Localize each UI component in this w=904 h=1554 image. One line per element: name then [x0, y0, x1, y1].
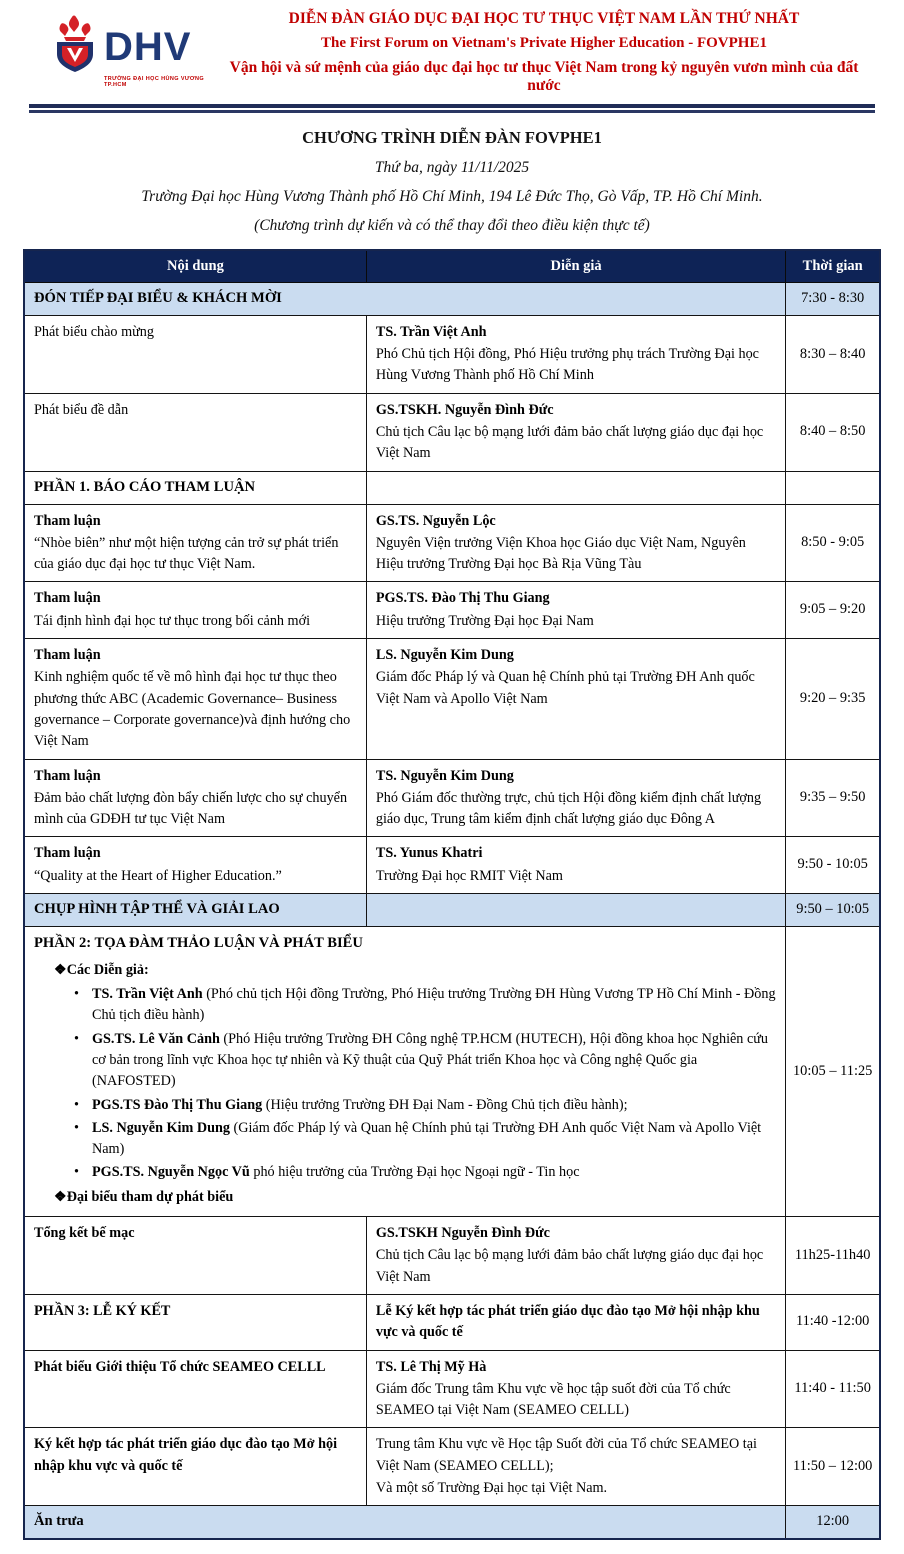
table-row: [24, 926, 880, 1216]
dhv-crest-icon: [52, 15, 98, 78]
event-venue: Trường Đại học Hùng Vương Thành phố Hồ Chí Minh, 194 Lê Đức Thọ, Gò Vấp, TP. Hồ Chí Minh.: [141, 188, 763, 205]
text-line: Nguyên Viện trưởng Viện Khoa học Giáo dục Việt Nam, Nguyên Hiệu trưởng Trường Đại học Bà Rịa Vũng Tàu: [375, 534, 746, 573]
time-cell: 9:05 – 9:20: [786, 582, 880, 639]
column-header-time: Thời gian: [786, 250, 880, 283]
text-line: GS.TS. Nguyễn Lộc: [375, 512, 496, 529]
text-line: Tham luận: [34, 512, 101, 529]
text-line: Đảm bảo chất lượng đòn bẩy chiến lược cho sự chuyển mình của GDĐH tư tục Việt Nam: [34, 789, 348, 828]
table-row: [24, 639, 880, 759]
banner-title-cell: CHỤP HÌNH TẬP THỂ VÀ GIẢI LAO: [24, 894, 366, 927]
content-cell: [24, 582, 366, 639]
text-line: TS. Lê Thị Mỹ Hà: [375, 1358, 487, 1375]
table-row: [24, 894, 880, 927]
speaker-cell: [366, 1428, 785, 1506]
content-cell: [24, 837, 366, 894]
content-cell: [24, 315, 366, 393]
time-cell: 10:05 – 11:25: [786, 926, 880, 1216]
text-line: [34, 984, 776, 1027]
time-cell: 11h25-11h40: [786, 1217, 880, 1295]
title-block: [0, 128, 904, 235]
time-cell: 11:40 -12:00: [786, 1294, 880, 1350]
table-row: [24, 1294, 880, 1350]
forum-slogan: Vận hội và sứ mệnh của giáo dục đại học tư thục Việt Nam trong kỷ nguyên vươn mình của đất nước: [229, 59, 859, 94]
panel-content-cell: [24, 926, 786, 1216]
speaker-cell: [366, 1350, 785, 1428]
speaker-cell: [366, 759, 785, 837]
text-line: Tham luận: [34, 845, 101, 862]
content-cell: [24, 1428, 366, 1506]
table-row: [24, 1350, 880, 1428]
bullet-text: GS.TS. Lê Văn Cảnh (Phó Hiệu trưởng Trường ĐH Công nghệ TP.HCM (HUTECH), Hội đồng khoa học Nghiên cứu cơ bản trong lĩnh vực Khoa học tự nhiên và Kỹ thuật của Quỹ Phát triển Khoa học và Công nghệ Quốc gia (NAFOSTED): [92, 1030, 769, 1090]
table-row: [24, 837, 880, 894]
banner-title-cell: Ăn trưa: [24, 1506, 786, 1539]
text-line: Chủ tịch Câu lạc bộ mạng lưới đảm bảo chất lượng giáo dục đại học Việt Nam: [375, 424, 764, 462]
bullet-icon: •: [74, 1096, 79, 1113]
bullet-icon: •: [74, 1030, 79, 1047]
text-line: TS. Trần Việt Anh: [375, 323, 487, 340]
text-line: [34, 1118, 776, 1161]
bullet-icon: •: [74, 1164, 79, 1181]
column-header-speaker: Diễn giả: [366, 250, 785, 283]
bullet-text: TS. Trần Việt Anh (Phó chủ tịch Hội đồng Trường, Phó Hiệu trưởng Trường ĐH Hùng Vương TP Hồ Chí Minh - Đồng Chủ tịch điều hành): [92, 986, 776, 1024]
banner-empty-cell: [366, 894, 785, 927]
table-row: [24, 759, 880, 837]
time-cell: 8:50 - 9:05: [786, 504, 880, 582]
text-line: Phát biểu đề dẫn: [34, 401, 129, 418]
text-line: Phát biểu chào mừng: [34, 323, 154, 340]
text-line: TS. Nguyễn Kim Dung: [375, 767, 514, 784]
time-cell: 9:35 – 9:50: [786, 759, 880, 837]
bullet-text: LS. Nguyễn Kim Dung (Giám đốc Pháp lý và Quan hệ Chính phủ tại Trường ĐH Anh quốc Việt Nam và Apollo Việt Nam): [92, 1119, 762, 1158]
bullet-text: PGS.TS. Nguyễn Ngọc Vũ phó hiệu trưởng của Trường Đại học Ngoại ngữ - Tin học: [92, 1164, 580, 1181]
text-line: Tổng kết bế mạc: [34, 1225, 135, 1242]
text-line: [34, 1162, 776, 1183]
text-line: GS.TSKH Nguyễn Đình Đức: [375, 1225, 550, 1242]
text-line: PHẦN 3: LỄ KÝ KẾT: [34, 1302, 171, 1319]
time-cell: 11:50 – 12:00: [786, 1428, 880, 1506]
table-row: [24, 1506, 880, 1539]
document-masthead: [0, 0, 904, 101]
time-cell: [786, 471, 880, 504]
text-line: ❖Đại biểu tham dự phát biểu: [54, 1188, 234, 1205]
text-line: Phó Chủ tịch Hội đồng, Phó Hiệu trưởng phụ trách Trường Đại học Hùng Vương Thành phố Hồ Chí Minh: [375, 346, 759, 384]
text-line: Tham luận: [34, 647, 101, 664]
content-cell: [24, 1294, 366, 1350]
time-cell: 11:40 - 11:50: [786, 1350, 880, 1428]
time-cell: 8:40 – 8:50: [786, 393, 880, 471]
table-row: [24, 283, 880, 316]
content-cell: [24, 1217, 366, 1295]
text-line: ❖Các Diễn giả:: [54, 961, 149, 978]
time-cell: 8:30 – 8:40: [786, 315, 880, 393]
schedule-table: [23, 249, 881, 1540]
text-line: [34, 1029, 776, 1093]
content-cell: [24, 759, 366, 837]
content-cell: [24, 1350, 366, 1428]
banner-title-cell: ĐÓN TIẾP ĐẠI BIỂU & KHÁCH MỜI: [24, 283, 786, 316]
text-line: Phó Giám đốc thường trực, chủ tịch Hội đồng kiểm định chất lượng giáo dục, Trung tâm kiểm định chất lượng giáo dục Đông A: [375, 789, 762, 828]
speaker-cell: [366, 393, 785, 471]
content-cell: [24, 393, 366, 471]
forum-title-vietnamese: DIỄN ĐÀN GIÁO DỤC ĐẠI HỌC TƯ THỤC VIỆT NAM LẦN THỨ NHẤT: [288, 10, 800, 27]
text-line: Tái định hình đại học tư thục trong bối cảnh mới: [34, 612, 311, 629]
bullet-icon: •: [74, 1119, 79, 1136]
section-title-cell: PHẦN 1. BÁO CÁO THAM LUẬN: [24, 471, 366, 504]
table-row: [24, 582, 880, 639]
speaker-cell: [366, 1294, 785, 1350]
text-line: LS. Nguyễn Kim Dung: [375, 647, 514, 664]
table-header-row: [24, 250, 880, 283]
text-line: Trường Đại học RMIT Việt Nam: [375, 867, 563, 884]
text-line: GS.TSKH. Nguyễn Đình Đức: [375, 401, 554, 418]
speaker-cell: [366, 315, 785, 393]
text-line: Tham luận: [34, 767, 101, 784]
bullet-text: PGS.TS Đào Thị Thu Giang (Hiệu trưởng Trường ĐH Đại Nam - Đồng Chủ tịch điều hành);: [92, 1096, 628, 1113]
table-row: [24, 315, 880, 393]
logo-caption: TRƯỜNG ĐẠI HỌC HÙNG VƯƠNG TP.HCM: [104, 76, 205, 88]
text-line: PHẦN 2: TỌA ĐÀM THẢO LUẬN VÀ PHÁT BIỂU: [34, 934, 363, 951]
table-row: [24, 1428, 880, 1506]
text-line: PGS.TS. Đào Thị Thu Giang: [375, 590, 550, 607]
column-header-content: Nội dung: [24, 250, 366, 283]
text-line: Hiệu trưởng Trường Đại học Đại Nam: [375, 612, 594, 629]
section-empty-cell: [366, 471, 785, 504]
text-line: Kinh nghiệm quốc tế về mô hình đại học tư thục theo phương thức ABC (Academic Governance– Business governance – Corporate governance)và định hướng cho Việt Nam: [34, 669, 351, 750]
speaker-cell: [366, 639, 785, 759]
bullet-icon: •: [74, 986, 79, 1003]
text-line: Và một số Trường Đại học tại Việt Nam.: [375, 1480, 608, 1497]
table-row: [24, 1217, 880, 1295]
content-cell: [24, 504, 366, 582]
content-cell: [24, 639, 366, 759]
text-line: [34, 1095, 776, 1116]
text-line: Ký kết hợp tác phát triển giáo dục đào tạo Mở hội nhập khu vực và quốc tế: [34, 1436, 338, 1474]
text-line: Giám đốc Pháp lý và Quan hệ Chính phủ tại Trường ĐH Anh quốc Việt Nam và Apollo Việt Nam: [375, 669, 755, 707]
time-cell: 9:50 - 10:05: [786, 837, 880, 894]
text-line: Tham luận: [34, 590, 101, 607]
speaker-cell: [366, 504, 785, 582]
text-line: Trung tâm Khu vực về Học tập Suốt đời của Tổ chức SEAMEO tại Việt Nam (SEAMEO CELLL);: [375, 1436, 757, 1474]
program-note: (Chương trình dự kiến và có thể thay đổi theo điều kiện thực tế): [254, 217, 650, 234]
forum-title-english: The First Forum on Vietnam's Private Higher Education - FOVPHE1: [321, 35, 767, 51]
text-line: “Quality at the Heart of Higher Education.”: [34, 867, 282, 884]
event-date: Thứ ba, ngày 11/11/2025: [374, 159, 530, 176]
time-cell: 7:30 - 8:30: [786, 283, 880, 316]
speaker-cell: [366, 582, 785, 639]
schedule-table-body: [24, 283, 880, 1540]
time-cell: 12:00: [786, 1506, 880, 1539]
page-title: CHƯƠNG TRÌNH DIỄN ĐÀN FOVPHE1: [302, 128, 602, 147]
time-cell: 9:50 – 10:05: [786, 894, 880, 927]
text-line: Phát biểu Giới thiệu Tổ chức SEAMEO CELLL: [34, 1358, 326, 1375]
table-row: [24, 393, 880, 471]
text-line: Lễ Ký kết hợp tác phát triển giáo dục đào tạo Mở hội nhập khu vực và quốc tế: [375, 1302, 760, 1341]
time-cell: 9:20 – 9:35: [786, 639, 880, 759]
text-line: “Nhòe biên” như một hiện tượng cản trở sự phát triển của giáo dục đại học tư thục Việt Nam.: [34, 534, 339, 573]
dhv-logo-text: DHV: [104, 24, 192, 69]
text-line: TS. Yunus Khatri: [375, 845, 483, 862]
table-row: [24, 471, 880, 504]
speaker-cell: [366, 1217, 785, 1295]
header-divider-rule: [29, 104, 875, 110]
table-row: [24, 504, 880, 582]
university-logo: [52, 15, 220, 88]
speaker-cell: [366, 837, 785, 894]
text-line: Chủ tịch Câu lạc bộ mạng lưới đảm bảo chất lượng giáo dục đại học Việt Nam: [375, 1247, 764, 1285]
forum-header-titles: [220, 8, 874, 95]
text-line: Giám đốc Trung tâm Khu vực về học tập suốt đời của Tổ chức SEAMEO tại Việt Nam (SEAMEO CELLL): [375, 1380, 731, 1419]
